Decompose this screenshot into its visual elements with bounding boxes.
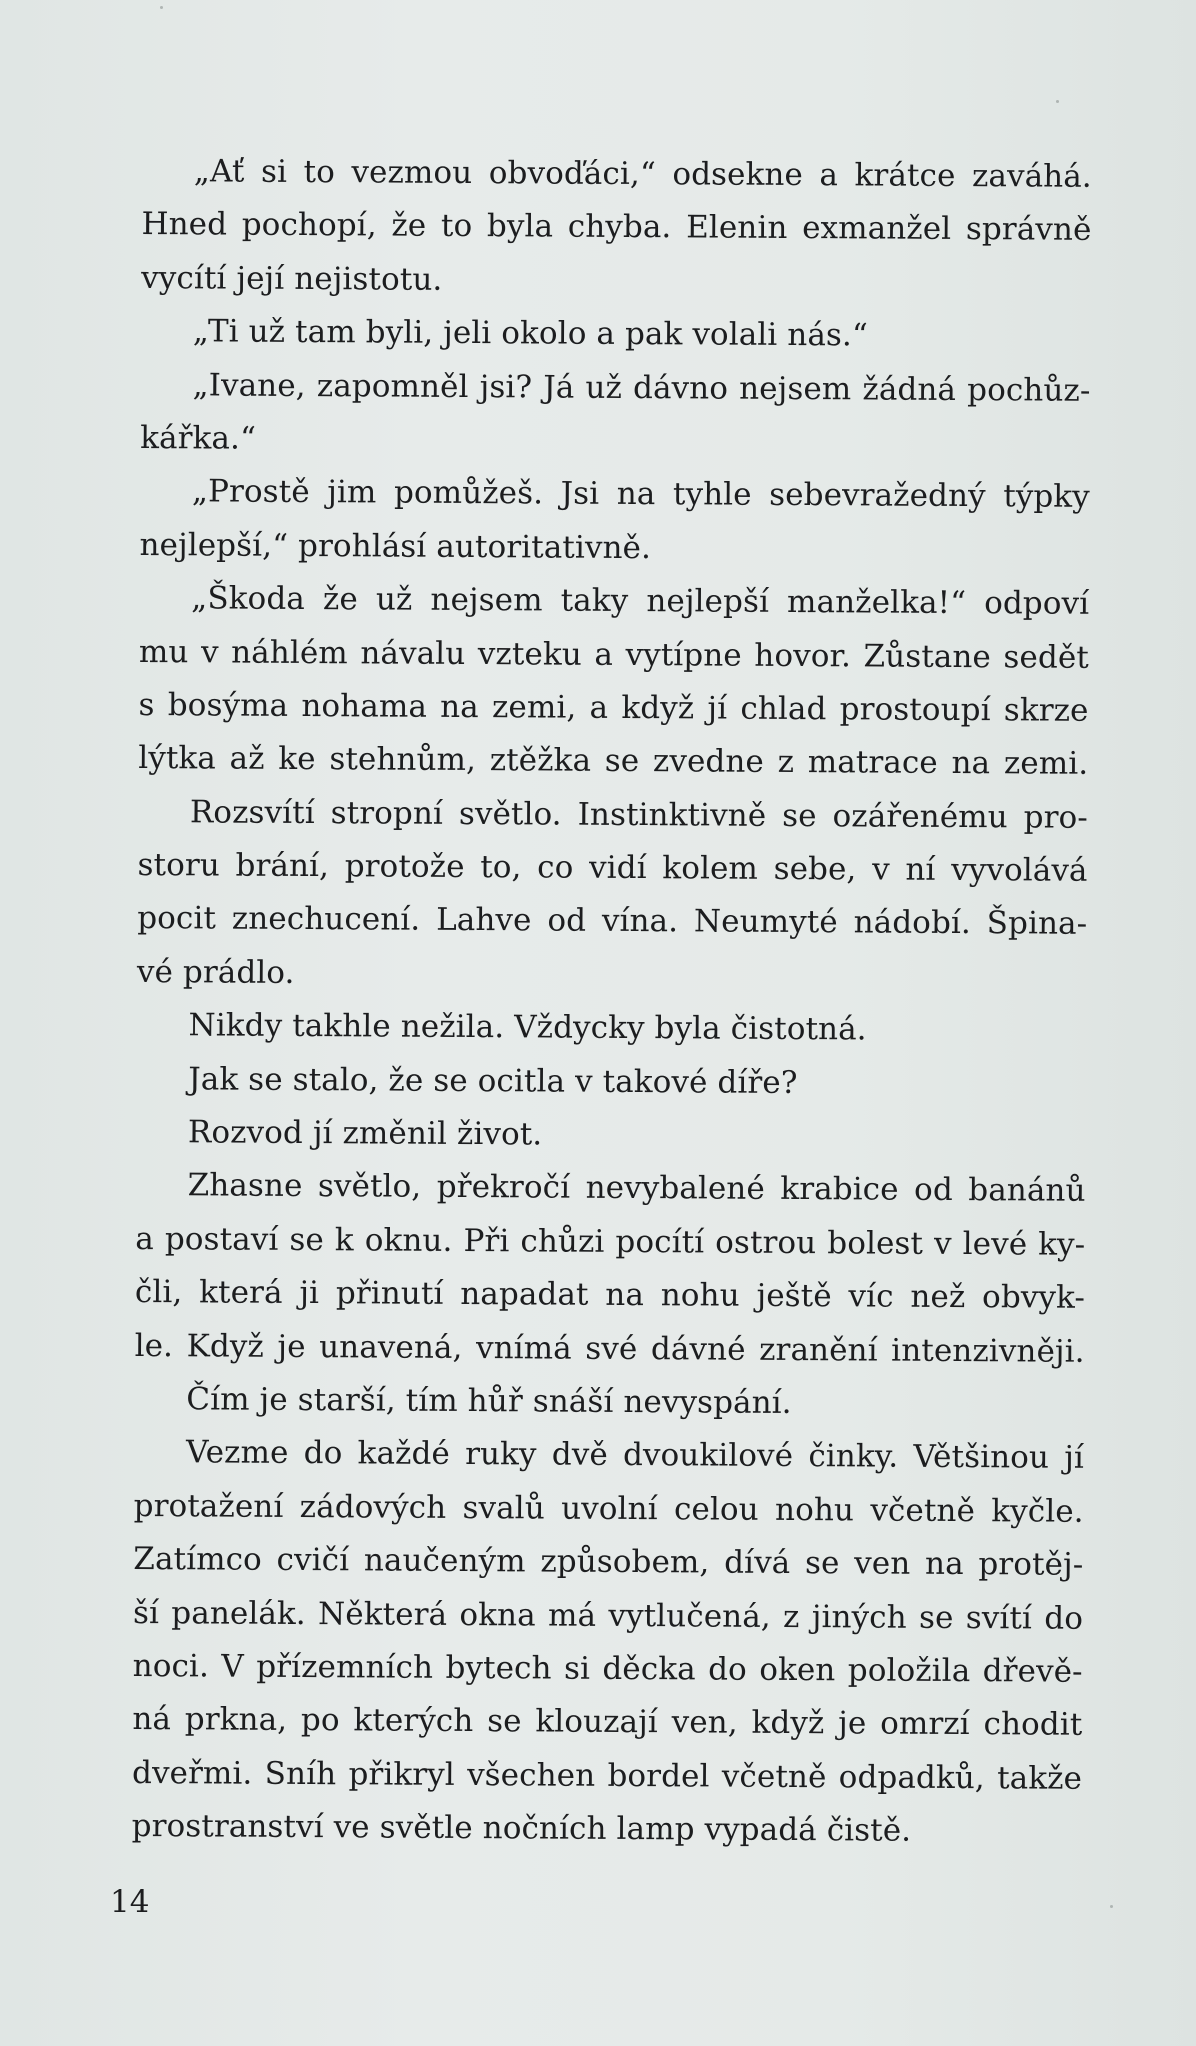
text-line: Hned pochopí, že to byla chyba. Elenin exmanžel správně (141, 206, 1092, 249)
text-line: a postaví se k oknu. Při chůzi pocítí ostrou bolest v levé ky- (135, 1220, 1086, 1263)
text-line: Zhasne světlo, překročí nevybalené krabice od banánů (187, 1167, 1086, 1210)
text-line: Zatímco cvičí naučeným způsobem, dívá se ven na protěj- (133, 1541, 1084, 1583)
paper-speck (160, 6, 163, 9)
text-line: Rozsvítí stropní světlo. Instinktivně se ozářenému pro- (189, 793, 1089, 836)
text-line: Vezme do každé ruky dvě dvoukilové činky. Většinou jí (185, 1434, 1085, 1477)
text-line: mu v náhlém návalu vzteku a vytípne hovor. Zůstane sedět (138, 633, 1089, 676)
text-line: Nikdy takhle nežila. Vždycky byla čistotná. (188, 1007, 867, 1048)
text-line: dveřmi. Sníh přikryl všechen bordel včetně odpadků, takže (131, 1754, 1083, 1797)
text-line: noci. V přízemních bytech si děcka do oken položila dřevě- (132, 1647, 1083, 1690)
text-line: storu brání, protože to, co vidí kolem sebe, v ní vyvolává (137, 847, 1088, 889)
body-text (132, 145, 1092, 1859)
text-line: „Prostě jim pomůžeš. Jsi na tyhle sebevražedný týpky (191, 473, 1090, 516)
text-line: „Ať si to vezmou obvoďáci,“ odsekne a krátce zaváhá. (193, 153, 1092, 195)
text-line: čli, která ji přinutí napadat na nohu ještě víc než obvyk- (134, 1274, 1086, 1316)
text-line: s bosýma nohama na zemi, a když jí chlad prostoupí skrze (138, 686, 1089, 729)
text-line: „Škoda že už nejsem taky nejlepší manželka!“ odpoví (191, 580, 1090, 622)
text-line: prostranství ve světle nočních lamp vypadá čistě. (131, 1808, 912, 1849)
text-line: Čím je starší, tím hůř snáší nevyspání. (186, 1381, 792, 1421)
text-line: kářka.“ (140, 419, 257, 457)
text-line: protažení zádových svalů uvolní celou nohu včetně kyčle. (133, 1487, 1084, 1530)
text-line: pocit znechucení. Lahve od vína. Neumyté nádobí. Špina- (137, 900, 1088, 943)
text-line: „Ti už tam byli, jeli okolo a pak volali nás.“ (192, 313, 869, 354)
page-number: 14 (110, 1884, 150, 1920)
text-line: vycítí její nejistotu. (141, 259, 443, 298)
text-line: ší panelák. Některá okna má vytlučená, z jiných se svítí do (132, 1594, 1084, 1637)
text-line: lýtka až ke stehnům, ztěžka se zvedne z matrace na zemi. (138, 740, 1089, 783)
text-line: Rozvod jí změnil život. (187, 1114, 543, 1153)
text-line: vé prádlo. (136, 953, 295, 991)
text-line: nejlepší,“ prohlásí autoritativně. (139, 526, 652, 566)
paper-speck (1056, 100, 1059, 103)
text-line: ná prkna, po kterých se klouzají ven, když je omrzí chodit (132, 1701, 1083, 1744)
text-line: „Ivane, zapomněl jsi? Já už dávno nejsem žádná pochůz- (192, 366, 1091, 409)
paper-speck (1110, 1905, 1113, 1908)
text-line: le. Když je unavená, vnímá své dávné zranění intenzivněji. (134, 1327, 1085, 1370)
text-line: Jak se stalo, že se ocitla v takové díře? (188, 1060, 798, 1101)
